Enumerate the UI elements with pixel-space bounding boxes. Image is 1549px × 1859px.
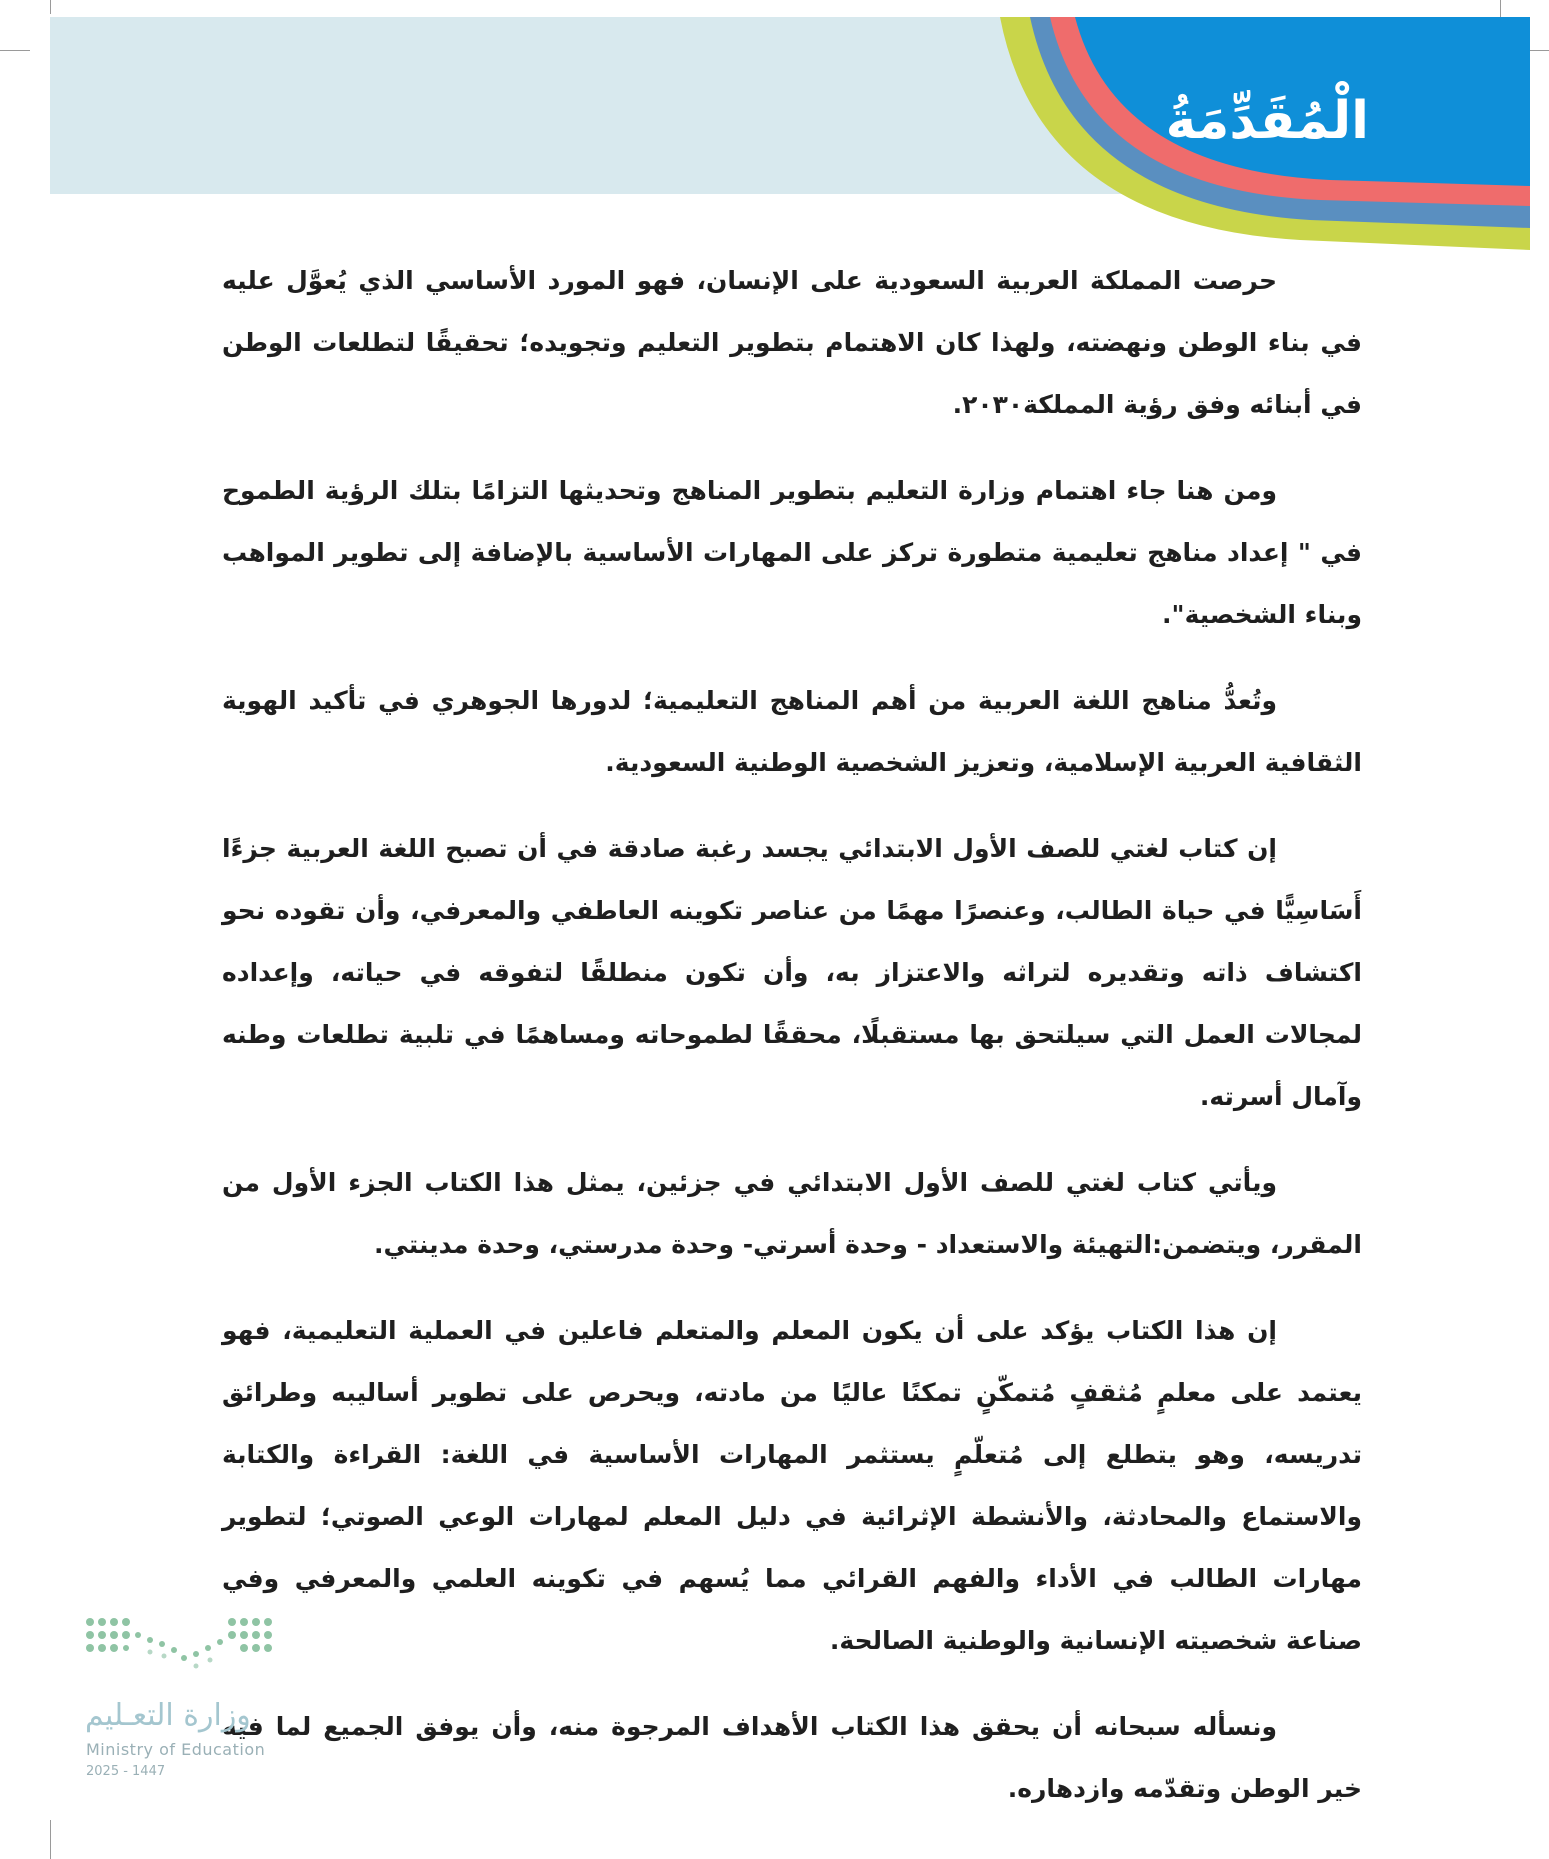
page-title: الْمُقَدِّمَةُ: [1165, 91, 1369, 151]
logo-dots-icon: [80, 1610, 280, 1680]
paragraph-7: ونسأله سبحانه أن يحقق هذا الكتاب الأهداف المرجوة منه، وأن يوفق الجميع لما فيه خير الوطن وتقدّمه وازدهاره.: [222, 1712, 1362, 1803]
paragraph-2: ومن هنا جاء اهتمام وزارة التعليم بتطوير المناهج وتحديثها التزامًا بتلك الرؤية الطموح في " إعداد مناهج تعليمية متطورة تركز على المهارات الأساسية بالإضافة إلى تطوير المواهب وبناء الشخصية".: [222, 476, 1362, 629]
logo-english-text: Ministry of Education: [86, 1740, 266, 1759]
paragraph-6: إن هذا الكتاب يؤكد على أن يكون المعلم والمتعلم فاعلين في العملية التعليمية، فهو يعتمد على معلمٍ مُثقفٍ مُتمكّنٍ تمكنًا عاليًا من مادته، ويحرص على تطوير أساليبه وطرائق تدريسه، وهو يتطلع إلى مُتعلّمٍ يستثمر المهارات الأساسية في اللغة: القراءة والكتابة والاستماع والمحادثة، والأنشطة الإثرائية في دليل المعلم لمهارات الوعي الصوتي؛ لتطوير مهارات الطالب في الأداء والفهم القرائي مما يُسهم في تكوينه العلمي والمعرفي وفي صناعة شخصيته الإنسانية والوطنية الصالحة.: [222, 1316, 1362, 1655]
intro-text: [222, 250, 1362, 1844]
crop-mark-bottom-left-v: [50, 1820, 51, 1859]
paragraph-5: ويأتي كتاب لغتي للصف الأول الابتدائي في جزئين، يمثل هذا الكتاب الجزء الأول من المقرر، ويتضمن:التهيئة والاستعداد - وحدة أسرتي- وحدة مدرستي، وحدة مدينتي.: [222, 1168, 1362, 1259]
paragraph-4: إن كتاب لغتي للصف الأول الابتدائي يجسد رغبة صادقة في أن تصبح اللغة العربية جزءًا أَسَاسِيًّا في حياة الطالب، وعنصرًا مهمًا من عناصر تكوينه العاطفي والمعرفي، وأن تقوده نحو اكتشاف ذاته وتقديره لتراثه والاعتزاز به، وأن تكون منطلقًا لتفوقه في حياته، وإعداده لمجالات العمل التي سيلتحق بها مستقبلًا، محققًا لطموحاته ومساهمًا في تلبية تطلعات وطنه وآمال أسرته.: [222, 834, 1362, 1111]
logo-arabic-text: وزارة التعـليم: [85, 1698, 251, 1733]
ministry-logo: [80, 1610, 300, 1790]
paragraph-1: حرصت المملكة العربية السعودية على الإنسان، فهو المورد الأساسي الذي يُعوَّل عليه في بناء الوطن ونهضته، ولهذا كان الاهتمام بتطوير التعليم وتجويده؛ تحقيقًا لتطلعات الوطن في أبنائه وفق رؤية المملكة٢٠٣٠.: [222, 266, 1362, 419]
paragraph-3: وتُعدُّ مناهج اللغة العربية من أهم المناهج التعليمية؛ لدورها الجوهري في تأكيد الهوية الثقافية العربية الإسلامية، وتعزيز الشخصية الوطنية السعودية.: [222, 686, 1362, 777]
logo-year: 2025 - 1447: [86, 1764, 166, 1779]
